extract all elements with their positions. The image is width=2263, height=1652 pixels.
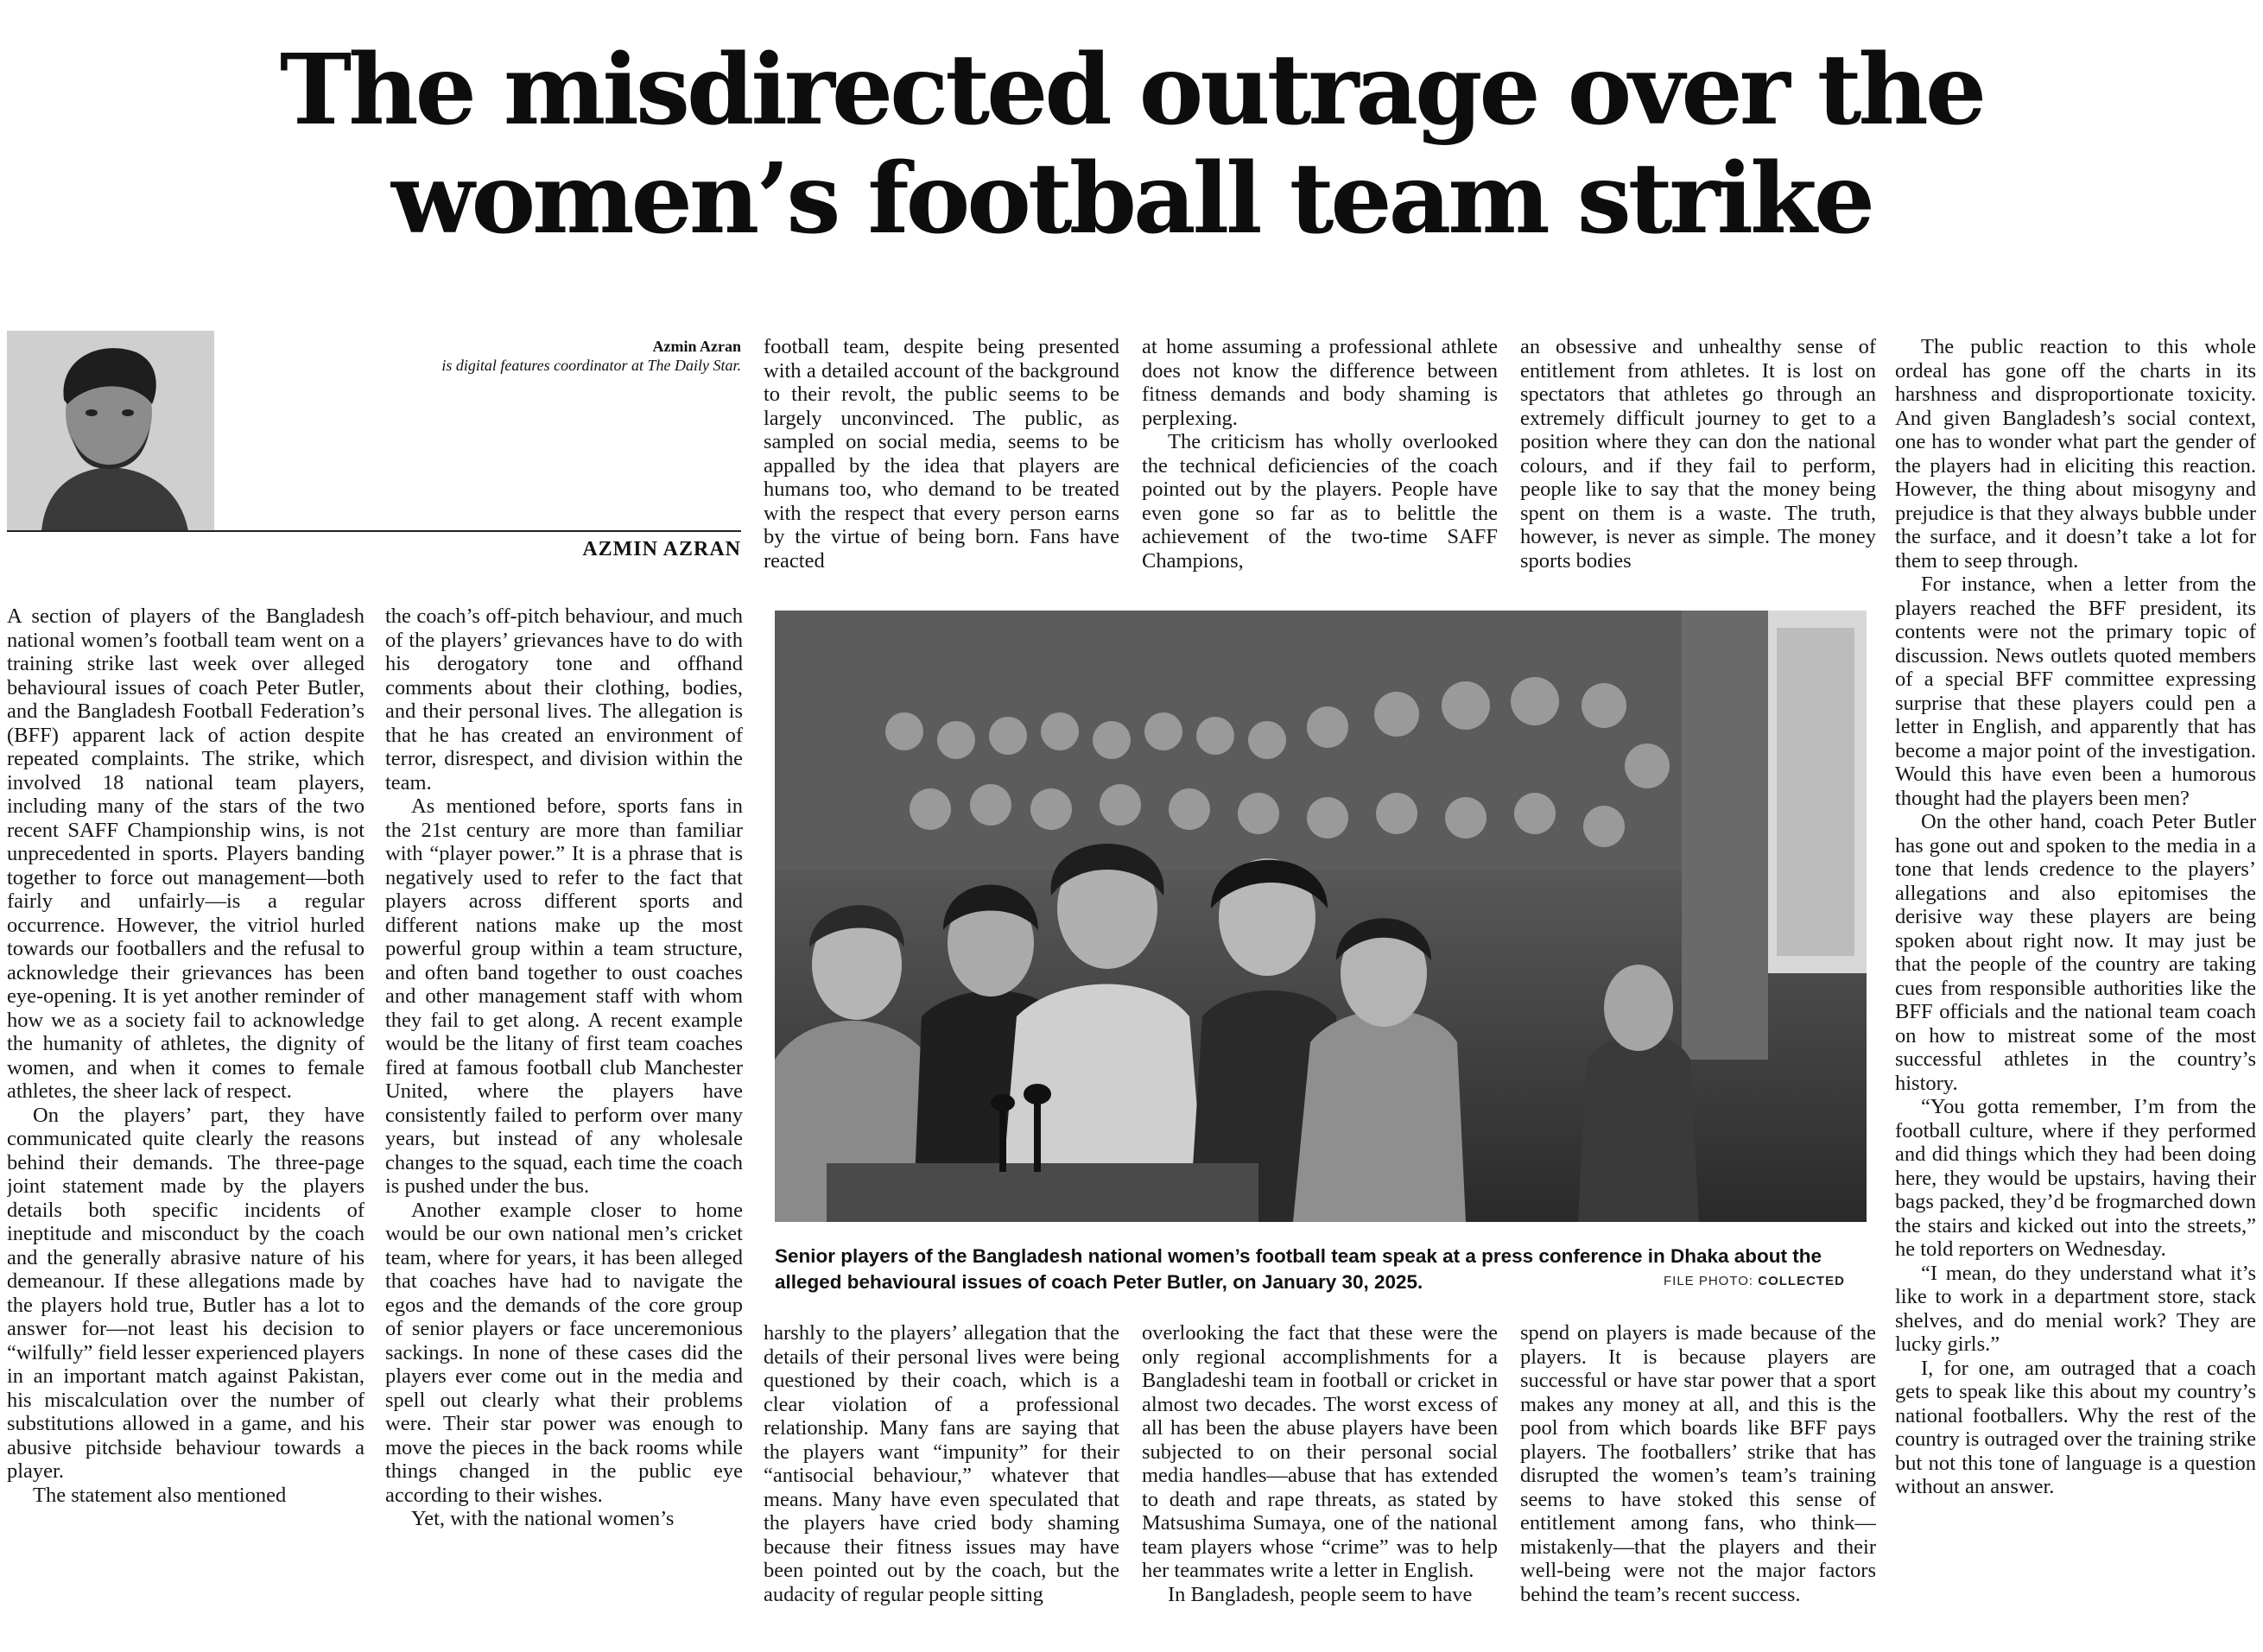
press-conference-photo (775, 611, 1867, 1222)
author-portrait (7, 331, 214, 531)
paragraph: an obsessive and unhealthy sense of entitlement from athletes. It is lost on spectators that athletes go through an extremely difficult journey to get to a position where they can don the national colours, and if they fail to perform, people like to say that the money being spent on them is a waste. The truth, however, is never as simple. The money sports bodies (1520, 335, 1876, 573)
news-photo (775, 611, 1867, 1222)
author-bio: is digital features coordinator at The Daily Star. (441, 357, 741, 374)
headline-line-2: women’s football team strike (391, 142, 1872, 256)
paragraph: at home assuming a professional athlete does not know the difference between fitness demands and body shaming is perplexing. (1142, 335, 1498, 430)
paragraph: “I mean, do they understand what it’s like to work in a department store, stack shelves, and do menial work? They are lucky girls.” (1895, 1261, 2256, 1356)
article-column-2 (385, 604, 743, 1652)
paragraph: As mentioned before, sports fans in the 21st century are more than familiar with “player power.” It is a phrase that is negatively used to refer to the fact that players across different sports and different nations make up the most powerful group within a team structure, and often band together to oust coaches and other management staff with whom they fail to get along. A recent example would be the litany of first team coaches fired at famous football club Manchester United, where the players have consistently failed to perform over many years, but instead of any wholesale changes to the squad, each time the coach is pushed under the bus. (385, 794, 743, 1198)
author-portrait-image (7, 331, 214, 531)
paragraph: the coach’s off-pitch behaviour, and much of the players’ grievances have to do with his derogatory tone and offhand comments about their clothing, bodies, and their personal lives. The allegation is that he has created an environment of terror, disrespect, and division within the team. (385, 604, 743, 794)
article-column-3-top (764, 335, 1119, 579)
author-divider (7, 530, 741, 532)
paragraph: The public reaction to this whole ordeal has gone off the charts in its harshness and disproportionate toxicity. And given Bangladesh’s social context, one has to wonder what part the gender of the players had in eliciting this reaction. However, the thing about misogyny and prejudice is that they always bubble under the surface, and it doesn’t take a lot for them to seep through. (1895, 335, 2256, 573)
paragraph: The statement also mentioned (33, 1483, 287, 1507)
photo-caption: Senior players of the Bangladesh national women’s football team speak at a press conference in Dhaka about the alleged behavioural issues of coach Peter Butler, on January 30, 2025. (775, 1245, 1822, 1293)
paragraph: A section of players of the Bangladesh national women’s football team went on a training strike last week over alleged behavioural issues of coach Peter Butler, and the Bangladesh Football Federation’s (BFF) apparent lack of action despite repeated complaints. The strike, which involved 18 national team players, including many of the stars of the two recent SAFF Championship wins, is not unprecedented in sports. Players banding together to force out management—both fairly and unfairly—is a regular occurrence. However, the vitriol hurled towards our footballers and the refusal to acknowledge their grievances has been eye-opening. It is yet another reminder of how we as a society fail to acknowledge the humanity of athletes, the dignity of women, and when it comes to female athletes, the sheer lack of respect. (7, 604, 364, 1103)
byline: AZMIN AZRAN (582, 538, 741, 560)
article-column-4-top (1142, 335, 1498, 579)
photo-credit-source: COLLECTED (1758, 1274, 1845, 1288)
photo-credit-label: FILE PHOTO: (1664, 1274, 1754, 1288)
paragraph: Another example closer to home would be our own national men’s cricket team, where for years, it has been alleged that coaches have had to navigate the egos and the demands of the core group of senior players or face unceremonious sackings. In none of these cases did the players ever come out in the media and spell out clearly what their problems were. Their star power was enough to move the pieces in the back rooms while things changed in the public eye according to their wishes. (385, 1198, 743, 1507)
paragraph: harshly to the players’ allegation that the details of their personal lives were being questioned by their coach, which is a clear violation of a professional relationship. Many fans are saying that the players want “impunity” for their “antisocial behaviour,” whatever that means. Many have even speculated that the players have cried body shaming because their fitness issues may have been pointed out by the coach, but the audacity of regular people sitting (764, 1321, 1119, 1606)
paragraph: On the players’ part, they have communicated quite clearly the reasons behind their demands. The three-page joint statement made by the players details both specific incidents of ineptitude and misconduct by the coach and the generally abrasive nature of his demeanour. If these allegations made by the players hold true, Butler has a lot to answer for—not least his decision to “wilfully” field lesser experienced players in an important match against Pakistan, his miscalculation over the number of substitutions allowed in a game, and his abusive pitchside behaviour towards a player. (7, 1103, 364, 1483)
article-column-5-bottom (1520, 1321, 1876, 1652)
paragraph: For instance, when a letter from the players reached the BFF president, its contents were not the primary topic of discussion. News outlets quoted members of a special BFF committee expressing surprise that these players could pen a letter in English, and apparently that has become a major point of the investigation. Would this have even been a humorous thought had the players been men? (1895, 573, 2256, 810)
paragraph: “You gotta remember, I’m from the football culture, where if they performed and did things which they had been doing here, they would be upstairs, having their bags packed, they’d be frogmarched down the stairs and kicked out into the streets,” he told reporters on Wednesday. (1895, 1095, 2256, 1261)
author-name: Azmin Azran (652, 338, 741, 355)
paragraph: I, for one, am outraged that a coach gets to speak like this about my country’s national footballers. Why the rest of the country is outraged over the training strike but not this tone of language is a question without an answer. (1895, 1356, 2256, 1498)
article-column-5-top (1520, 335, 1876, 579)
article-column-1 (7, 604, 364, 1652)
article-column-3-bottom (764, 1321, 1119, 1652)
paragraph: football team, despite being presented with a detailed account of the background to their revolt, the public seems to be largely unconvinced. The public, as sampled on social media, seems to be appalled by the idea that players are humans too, who demand to be treated with the respect that every person earns by the virtue of being born. Fans have reacted (764, 335, 1119, 573)
author-box (7, 331, 741, 560)
paragraph: Yet, with the national women’s (411, 1507, 675, 1530)
headline-line-1: The misdirected outrage over the (279, 34, 1984, 147)
article-column-4-bottom (1142, 1321, 1498, 1652)
paragraph: In Bangladesh, people seem to have (1168, 1582, 1473, 1606)
paragraph: spend on players is made because of the players. It is because players are successful or have star power that a sport makes any money at all, and this is the pool from which boards like BFF pays players. The footballers’ strike that has disrupted the women’s team’s training seems to have stoked this sense of entitlement among fans, who think—mistakenly—that the players and their well-being were not the major factors behind the team’s recent success. (1520, 1321, 1876, 1606)
photo-credit (1664, 1274, 1845, 1288)
paragraph: The criticism has wholly overlooked the technical deficiencies of the coach pointed out by the players. People have even gone so far as to belittle the achievement of the two-time SAFF Champions, (1142, 430, 1498, 573)
article-column-6 (1895, 335, 2256, 1652)
paragraph: overlooking the fact that these were the only regional accomplishments for a Bangladeshi team in football or cricket in almost two decades. The worst excess of all has been the abuse players have been subjected to on their personal social media handles—abuse that has extended to death and rape threats, as stated by Matsushima Sumaya, one of the national team players whose “crime” was to help her teammates write a letter in English. (1142, 1321, 1498, 1582)
headline (0, 36, 2263, 254)
paragraph: On the other hand, coach Peter Butler has gone out and spoken to the media in a tone that lends credence to the players’ allegations and also epitomises the derisive way these players are being spoken about right now. It may just be that the people of the country are taking cues from responsible authorities like the BFF officials and the national team coach on how to mistreat some of the most successful athletes in the country’s history. (1895, 810, 2256, 1095)
